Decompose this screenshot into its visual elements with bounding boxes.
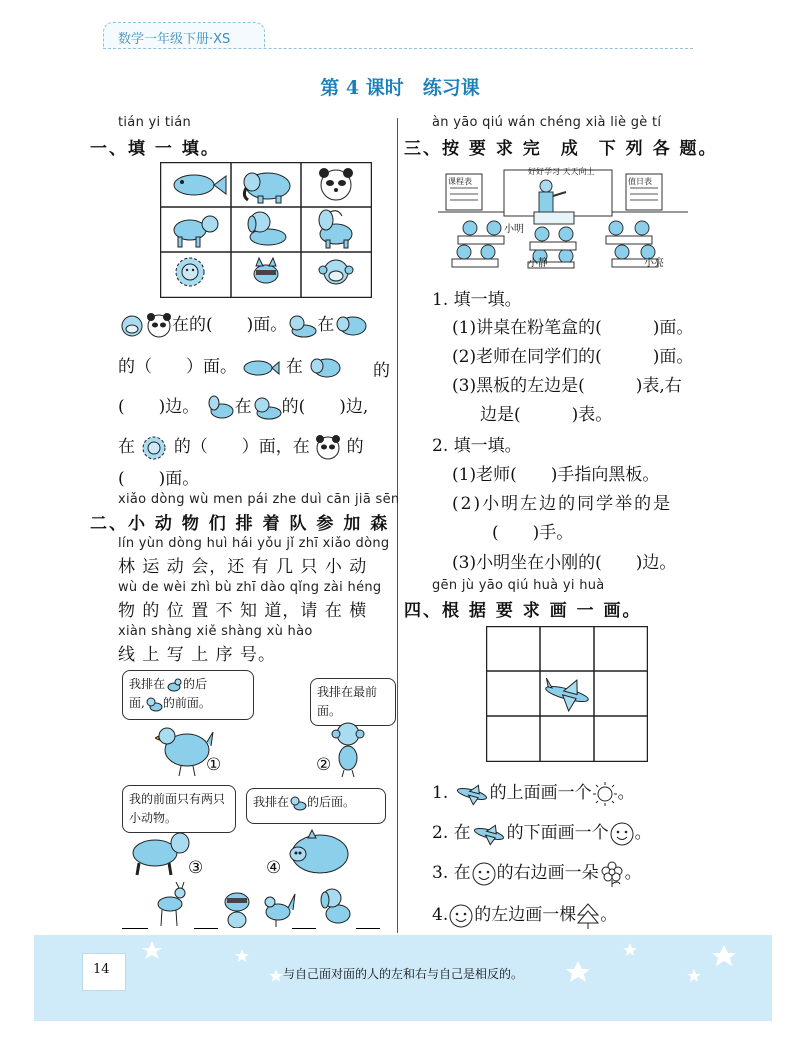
footer-band [34, 935, 772, 1021]
bird-icon [262, 890, 296, 928]
s4-text: 。 [617, 783, 635, 803]
header-tab [103, 22, 265, 49]
s2-line4: 线 上 写 上 序 号。 [118, 645, 277, 665]
lion-icon [140, 435, 168, 461]
s4-text: 4. [432, 905, 449, 925]
s3-heading: 三、按 要 求 完 成 下 列 各 题。 [404, 139, 718, 159]
panda-icon [315, 435, 341, 461]
smiley-face-icon [609, 821, 635, 847]
monkey-icon [326, 720, 370, 778]
s1-line5: ( )面。 [118, 469, 200, 489]
s1-text: 的 [346, 437, 364, 457]
s3-pinyin: àn yāo qiú wán chéng xià liè gè tí [432, 115, 662, 130]
s2-pinyin4: xiàn shàng xiě shàng xù hào [118, 624, 313, 639]
speech-bubble-hen [122, 670, 254, 720]
student-label: 小亮 [644, 258, 664, 269]
dog-icon [252, 396, 282, 420]
header-tab-text: 数学一年级下册·XS [118, 32, 231, 47]
classroom-illustration [438, 162, 688, 270]
elephant-icon [334, 313, 368, 339]
answer-blank[interactable] [122, 928, 148, 929]
dog-icon [145, 696, 163, 712]
column-divider [397, 118, 398, 933]
s1-text: 在 [234, 397, 252, 417]
order-number: ④ [266, 858, 282, 878]
speech-bubble-cow: 我的前面只有两只小动物。 [122, 785, 236, 833]
smiley-face-icon [448, 903, 474, 929]
flower-icon [599, 860, 625, 888]
s4-text: 的左边画一棵 [474, 905, 577, 925]
queue-row [122, 880, 384, 932]
s1-text: 的（ ）面。 [118, 357, 237, 377]
tree-icon [576, 902, 600, 930]
bubble-text: 的后 [183, 677, 208, 691]
s3-q2-1: (1)老师( )手指向黑板。 [452, 465, 660, 485]
board-slogan: 好好学习 天天向上 [528, 167, 595, 176]
s3-q1: 1. 填一填。 [432, 290, 522, 310]
monkey-icon [118, 313, 146, 339]
s3-q1-3b: 边是( )表。 [480, 405, 613, 425]
bubble-text: 我排在 [129, 677, 166, 691]
s4-text: 。 [624, 863, 642, 883]
s1-line4 [118, 432, 364, 462]
order-number: ① [206, 755, 222, 775]
s2-pinyin3: wù de wèi zhì bù zhī dào qǐng zài héng [118, 580, 382, 595]
s2-pinyin2: lín yùn dòng huì hái yǒu jǐ zhī xiǎo dòng [118, 536, 390, 551]
bubble-text: 面, [129, 696, 145, 710]
dog-icon [289, 795, 307, 811]
s4-q4 [432, 900, 617, 930]
s3-q2-2a: (2)小明左边的同学举的是 [452, 494, 673, 514]
s4-text: 。 [600, 905, 618, 925]
s4-heading: 四、根 据 要 求 画 一 画。 [404, 601, 642, 621]
s3-q2-3: (3)小明坐在小刚的( )边。 [452, 553, 677, 573]
bubble-text: 的后面。 [307, 795, 356, 809]
s1-line2 [118, 352, 390, 382]
s4-q1 [432, 778, 635, 807]
answer-blank[interactable] [194, 928, 218, 929]
s1-text: 在 [285, 357, 303, 377]
s2-line3: 物 的 位 置 不 知 道，请 在 横 [118, 601, 368, 621]
animal-grid [160, 162, 372, 298]
s4-pinyin: gēn jù yāo qiú huà yi huà [432, 578, 605, 593]
s1-text: ( )边。 [118, 397, 200, 417]
cow-icon [125, 825, 191, 877]
chart-left-label: 课程表 [448, 177, 472, 186]
s2-line2: 林 运 动 会，还 有 几 只 小 动 [118, 557, 368, 577]
s3-q2: 2. 填一填。 [432, 436, 522, 456]
s3-q1-3a: (3)黑板的左边是( )表,右 [452, 376, 682, 396]
horse-icon [205, 395, 235, 421]
answer-blank[interactable] [356, 928, 380, 929]
s4-text: 的下面画一个 [506, 823, 609, 843]
s4-text: 1. [432, 783, 449, 803]
s1-text: 在 [317, 315, 335, 335]
s1-text: 的 [373, 361, 390, 381]
chart-right-label: 值日表 [628, 177, 652, 186]
s4-text: 的上面画一个 [489, 783, 592, 803]
order-number: ③ [188, 858, 204, 878]
s1-text: 的( )边, [281, 397, 369, 417]
drawing-grid[interactable] [486, 626, 648, 762]
dog-icon [287, 314, 317, 338]
order-number: ② [316, 755, 332, 775]
airplane-icon [471, 822, 507, 846]
bird-icon [165, 677, 183, 693]
sun-icon [592, 781, 618, 807]
raccoon-icon [220, 888, 254, 928]
s1-heading: 一、填 一 填。 [90, 139, 220, 159]
lion-icon [176, 258, 204, 286]
s2-pinyin1: xiǎo dòng wù men pái zhe duì cān jiā sēn [118, 492, 400, 507]
answer-blank[interactable] [292, 928, 316, 929]
footer-tip: 与自己面对面的人的左和右与自己是相反的。 [282, 967, 523, 981]
s4-text: 2. 在 [432, 823, 471, 843]
page-number: 14 [93, 962, 110, 977]
panda-icon [146, 313, 172, 339]
s3-q2-2b: ( )手。 [492, 523, 574, 543]
student-label: 小静 [528, 258, 548, 269]
s1-text: 的（ ）面，在 [173, 437, 310, 457]
airplane-icon [454, 782, 490, 806]
s1-text: 在 [172, 315, 189, 335]
bubble-text: 的前面。 [162, 696, 211, 710]
s3-q1-2: (2)老师在同学们的( )面。 [452, 347, 694, 367]
s4-q3 [432, 858, 642, 888]
student-label: 小明 [504, 224, 524, 235]
s1-text: 在 [118, 437, 135, 457]
elephant-icon [308, 355, 342, 381]
s1-pinyin: tián yi tián [118, 115, 191, 130]
s2-line1: 二、小 动 物 们 排 着 队 参 加 森 [90, 514, 390, 534]
s1-text: 的( )面。 [189, 315, 288, 335]
page-title: 第 4 课时 练习课 [320, 77, 480, 99]
s4-text: 。 [634, 823, 652, 843]
fish-icon [242, 357, 280, 379]
smiley-face-icon [471, 861, 497, 887]
s3-q1-1: (1)讲桌在粉笔盒的( )面。 [452, 318, 694, 338]
s4-text: 的右边画一朵 [496, 863, 599, 883]
speech-bubble-pig [246, 788, 386, 824]
s4-q2 [432, 818, 652, 847]
s1-line1 [118, 310, 368, 340]
antelope-icon [152, 882, 188, 928]
speech-bubble-monkey: 我排在最前面。 [310, 678, 396, 726]
bubble-text: 我排在 [253, 795, 290, 809]
s1-line3 [118, 392, 368, 422]
dog-icon [318, 886, 352, 926]
header-rule [103, 48, 693, 49]
s4-text: 3. 在 [432, 863, 471, 883]
pig-icon [282, 828, 352, 878]
